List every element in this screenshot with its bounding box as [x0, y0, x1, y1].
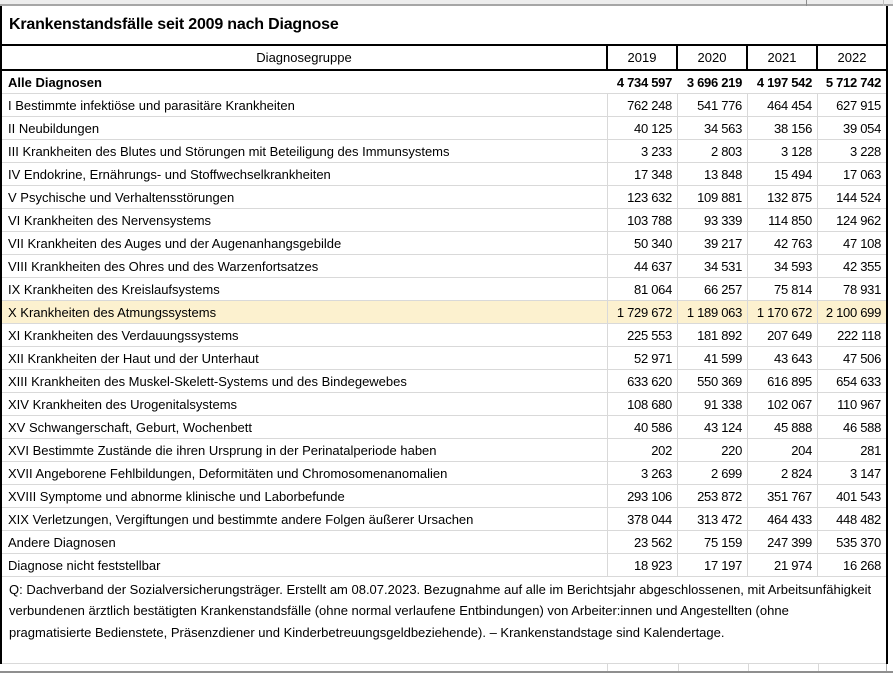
value-2022-cell[interactable]: 47 108: [843, 235, 881, 251]
krankenstand-table: [0, 6, 888, 664]
value-2022-cell[interactable]: 42 355: [843, 258, 881, 274]
value-2021-cell[interactable]: 15 494: [748, 163, 818, 185]
diagnosis-cell[interactable]: IV Endokrine, Ernährungs- und Stoffwechselkrankheiten: [2, 163, 608, 185]
value-2019-cell[interactable]: 293 106: [608, 485, 678, 507]
value-2021-cell[interactable]: 42 763: [748, 232, 818, 254]
value-2021-cell[interactable]: 464 454: [748, 94, 818, 116]
table-body: [2, 71, 886, 577]
value-2021-cell[interactable]: 3 128: [748, 140, 818, 162]
value-2019-cell[interactable]: 52 971: [608, 347, 678, 369]
value-2020-cell[interactable]: 34 563: [678, 117, 748, 139]
table-row[interactable]: [2, 439, 886, 462]
value-2020-cell[interactable]: 91 338: [678, 393, 748, 415]
value-2020-cell[interactable]: 181 892: [678, 324, 748, 346]
value-2020-cell[interactable]: 1 189 063: [678, 301, 748, 323]
value-2020-cell[interactable]: 253 872: [678, 485, 748, 507]
value-2019-cell[interactable]: 103 788: [608, 209, 678, 231]
value-2021-cell[interactable]: 207 649: [748, 324, 818, 346]
value-2022-cell[interactable]: 654 633: [836, 373, 881, 389]
title-cell: [2, 6, 886, 44]
diagnosis-cell[interactable]: VI Krankheiten des Nervensystems: [2, 209, 608, 231]
value-2021-cell[interactable]: 75 814: [748, 278, 818, 300]
diagnosis-cell[interactable]: VII Krankheiten des Auges und der Augenanhangsgebilde: [2, 232, 608, 254]
value-2021-cell[interactable]: 34 593: [748, 255, 818, 277]
value-2020-cell[interactable]: 109 881: [678, 186, 748, 208]
value-2020-cell[interactable]: 550 369: [678, 370, 748, 392]
value-2019-cell[interactable]: 633 620: [608, 370, 678, 392]
value-2019-cell[interactable]: 225 553: [608, 324, 678, 346]
column-header-2021[interactable]: 2021: [748, 46, 818, 69]
table-row[interactable]: [2, 462, 886, 485]
diagnosis-cell[interactable]: VIII Krankheiten des Ohres und des Warzenfortsatzes: [2, 255, 608, 277]
value-2020-cell[interactable]: 34 531: [678, 255, 748, 277]
table-row[interactable]: [2, 531, 886, 554]
column-header-2020[interactable]: 2020: [678, 46, 748, 69]
value-2021-cell[interactable]: 132 875: [748, 186, 818, 208]
value-2019-cell[interactable]: 762 248: [608, 94, 678, 116]
value-2019-cell[interactable]: 40 125: [608, 117, 678, 139]
table-row[interactable]: [2, 94, 886, 117]
value-2022-cell[interactable]: 3 147: [849, 465, 881, 481]
diagnosis-cell[interactable]: III Krankheiten des Blutes und Störungen mit Beteiligung des Immunsystems: [2, 140, 608, 162]
value-2019-cell[interactable]: 378 044: [608, 508, 678, 530]
table-row[interactable]: [2, 554, 886, 577]
diagnosis-cell[interactable]: XIX Verletzungen, Vergiftungen und bestimmte andere Folgen äußerer Ursachen: [2, 508, 608, 530]
value-2022-cell[interactable]: 46 588: [843, 419, 881, 435]
table-row[interactable]: [2, 485, 886, 508]
source-note: Q: Dachverband der Sozialversicherungsträger. Erstellt am 08.07.2023. Bezugnahme auf alle im Berichtsjahr abgeschlossenen, mit Arbeitsunfähigkeit verbundenen ärztlich bestätigten Krankenstandsfälle (ohne normal verlaufene Entbindungen) von Arbeiter:innen und Angestellten (ohne pragmatisierte Bedienstete, Präsenzdiener und Kinderbetreuungsgeldbeziehende). – Krankenstandstage sind Kalendertage.: [2, 577, 886, 664]
value-2022-cell[interactable]: 17 063: [843, 166, 881, 182]
value-2020-cell[interactable]: 39 217: [678, 232, 748, 254]
value-2019-cell[interactable]: 50 340: [608, 232, 678, 254]
value-2019-cell[interactable]: 44 637: [608, 255, 678, 277]
table-row[interactable]: [2, 186, 886, 209]
page-title: Krankenstandsfälle seit 2009 nach Diagnose: [9, 16, 339, 33]
value-2020-cell[interactable]: 220: [678, 439, 748, 461]
table-row[interactable]: [2, 324, 886, 347]
value-2020-cell[interactable]: 3 696 219: [686, 74, 742, 90]
table-row[interactable]: [2, 255, 886, 278]
value-2020-cell[interactable]: 541 776: [678, 94, 748, 116]
value-2021-cell[interactable]: 114 850: [748, 209, 818, 231]
diagnosis-cell[interactable]: Diagnose nicht feststellbar: [2, 554, 608, 576]
value-2022-cell[interactable]: 39 054: [843, 120, 881, 136]
diagnosis-cell[interactable]: XII Krankheiten der Haut und der Unterhaut: [2, 347, 608, 369]
diagnosis-cell[interactable]: V Psychische und Verhaltensstörungen: [2, 186, 608, 208]
value-2021-cell[interactable]: 21 974: [748, 554, 818, 576]
table-header-row: [2, 44, 886, 71]
value-2021-cell[interactable]: 102 067: [748, 393, 818, 415]
diagnosis-cell[interactable]: Andere Diagnosen: [2, 531, 608, 553]
value-2022-cell[interactable]: 5 712 742: [825, 74, 881, 90]
value-2022-cell[interactable]: 78 931: [843, 281, 881, 297]
table-row[interactable]: [2, 347, 886, 370]
value-2020-cell[interactable]: 41 599: [678, 347, 748, 369]
table-row[interactable]: [2, 71, 886, 94]
diagnosis-cell[interactable]: X Krankheiten des Atmungssystems: [2, 301, 608, 323]
value-2021-cell[interactable]: 616 895: [748, 370, 818, 392]
value-2022-cell[interactable]: 144 524: [836, 189, 881, 205]
value-2019-cell[interactable]: 202: [608, 439, 678, 461]
table-row[interactable]: [2, 209, 886, 232]
value-2020-cell[interactable]: 313 472: [678, 508, 748, 530]
next-row-sliver: [0, 664, 893, 671]
value-2022-cell[interactable]: 3 228: [849, 143, 881, 159]
value-2022-cell[interactable]: 627 915: [836, 97, 881, 113]
diagnosis-cell[interactable]: Alle Diagnosen: [8, 74, 102, 90]
column-header-diagnosis[interactable]: Diagnosegruppe: [2, 46, 608, 69]
value-2022-cell[interactable]: 535 370: [836, 534, 881, 550]
value-2019-cell[interactable]: 17 348: [608, 163, 678, 185]
diagnosis-cell[interactable]: XVI Bestimmte Zustände die ihren Ursprung in der Perinatalperiode haben: [2, 439, 608, 461]
value-2019-cell[interactable]: 18 923: [608, 554, 678, 576]
grid-tick: [678, 664, 679, 671]
value-2020-cell[interactable]: 13 848: [678, 163, 748, 185]
value-2022-cell[interactable]: 110 967: [837, 396, 881, 412]
grid-tick: [607, 664, 608, 671]
table-row[interactable]: [2, 232, 886, 255]
value-2021-cell[interactable]: 2 824: [748, 462, 818, 484]
diagnosis-cell[interactable]: XI Krankheiten des Verdauungssystems: [2, 324, 608, 346]
value-2022-cell[interactable]: 124 962: [836, 212, 881, 228]
value-2020-cell[interactable]: 75 159: [678, 531, 748, 553]
value-2021-cell[interactable]: 45 888: [748, 416, 818, 438]
table-row[interactable]: [2, 370, 886, 393]
diagnosis-cell[interactable]: II Neubildungen: [2, 117, 608, 139]
value-2022-cell[interactable]: 448 482: [836, 511, 881, 527]
value-2019-cell[interactable]: 3 263: [608, 462, 678, 484]
value-2019-cell[interactable]: 81 064: [608, 278, 678, 300]
diagnosis-cell[interactable]: XIII Krankheiten des Muskel-Skelett-Systems und des Bindegewebes: [2, 370, 608, 392]
value-2021-cell[interactable]: 38 156: [748, 117, 818, 139]
value-2020-cell[interactable]: 93 339: [678, 209, 748, 231]
value-2019-cell[interactable]: 123 632: [608, 186, 678, 208]
value-2021-cell[interactable]: 204: [748, 439, 818, 461]
diagnosis-cell[interactable]: XVIII Symptome und abnorme klinische und Laborbefunde: [2, 485, 608, 507]
grid-tick: [818, 664, 819, 671]
table-row[interactable]: [2, 117, 886, 140]
value-2022-cell[interactable]: 47 506: [843, 350, 881, 366]
value-2022-cell[interactable]: 281: [860, 442, 881, 458]
diagnosis-cell[interactable]: XIV Krankheiten des Urogenitalsystems: [2, 393, 608, 415]
table-row[interactable]: [2, 393, 886, 416]
grid-tick: [748, 664, 749, 671]
value-2019-cell[interactable]: 3 233: [608, 140, 678, 162]
table-row[interactable]: [2, 163, 886, 186]
column-header-2022[interactable]: 2022: [837, 50, 867, 65]
value-2021-cell[interactable]: 464 433: [748, 508, 818, 530]
table-row[interactable]: [2, 416, 886, 439]
value-2019-cell[interactable]: 4 734 597: [616, 74, 672, 90]
value-2021-cell[interactable]: 43 643: [748, 347, 818, 369]
table-row[interactable]: [2, 140, 886, 163]
diagnosis-cell[interactable]: I Bestimmte infektiöse und parasitäre Krankheiten: [2, 94, 608, 116]
diagnosis-cell[interactable]: IX Krankheiten des Kreislaufsystems: [2, 278, 608, 300]
column-header-2019[interactable]: 2019: [608, 46, 678, 69]
value-2021-cell[interactable]: 4 197 542: [756, 74, 812, 90]
table-row[interactable]: [2, 278, 886, 301]
value-2020-cell[interactable]: 17 197: [678, 554, 748, 576]
value-2019-cell[interactable]: 1 729 672: [608, 301, 678, 323]
value-2020-cell[interactable]: 66 257: [678, 278, 748, 300]
value-2020-cell[interactable]: 2 803: [678, 140, 748, 162]
value-2021-cell[interactable]: 1 170 672: [748, 301, 818, 323]
table-row[interactable]: [2, 301, 886, 324]
value-2019-cell[interactable]: 23 562: [608, 531, 678, 553]
value-2021-cell[interactable]: 351 767: [748, 485, 818, 507]
value-2021-cell[interactable]: 247 399: [748, 531, 818, 553]
value-2022-cell[interactable]: 222 118: [837, 327, 881, 343]
diagnosis-cell[interactable]: XV Schwangerschaft, Geburt, Wochenbett: [2, 416, 608, 438]
value-2020-cell[interactable]: 2 699: [678, 462, 748, 484]
value-2019-cell[interactable]: 108 680: [608, 393, 678, 415]
value-2019-cell[interactable]: 40 586: [608, 416, 678, 438]
value-2022-cell[interactable]: 2 100 699: [825, 304, 881, 320]
table-row[interactable]: [2, 508, 886, 531]
diagnosis-cell[interactable]: XVII Angeborene Fehlbildungen, Deformitäten und Chromosomenanomalien: [2, 462, 608, 484]
value-2022-cell[interactable]: 401 543: [836, 488, 881, 504]
value-2020-cell[interactable]: 43 124: [678, 416, 748, 438]
value-2022-cell[interactable]: 16 268: [843, 557, 881, 573]
